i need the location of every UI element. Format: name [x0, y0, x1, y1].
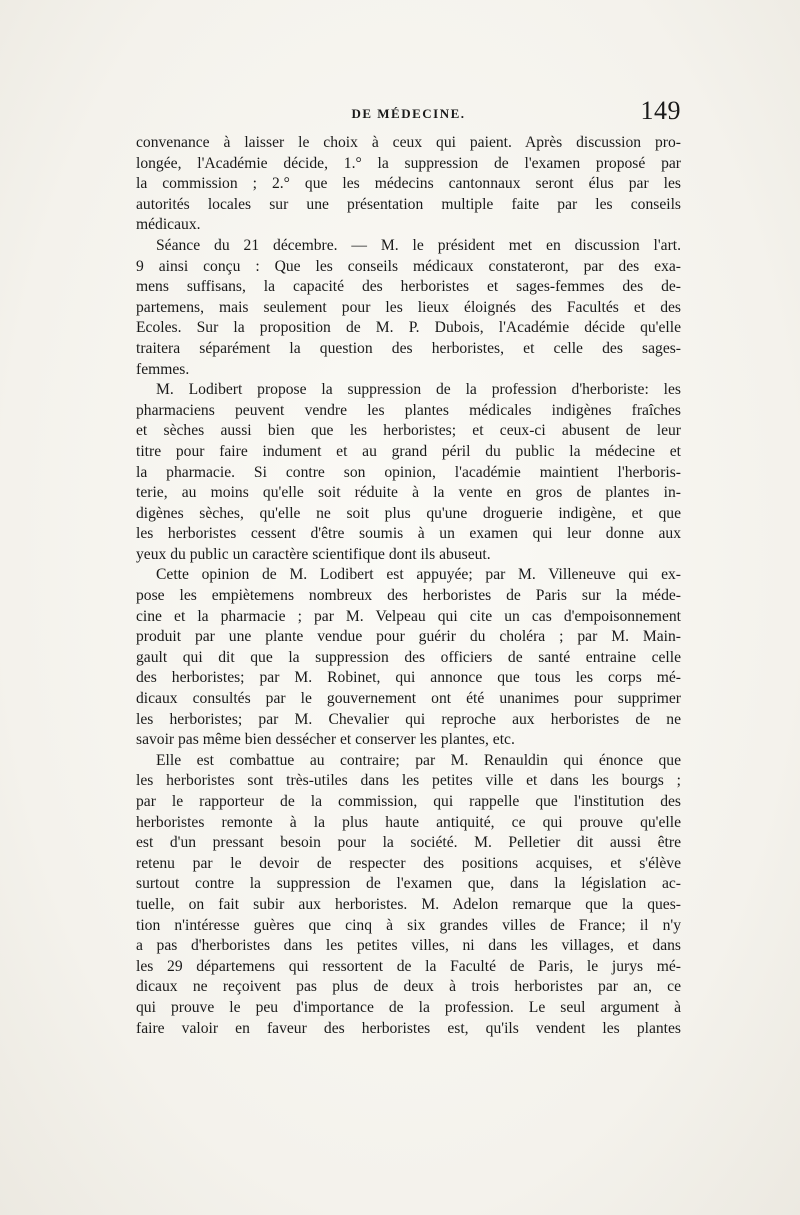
text-line: digènes sèches, qu'elle ne soit plus qu'une droguerie indigène, et que	[136, 504, 681, 522]
text-line: les herboristes; par M. Chevalier qui reproche aux herboristes de ne	[136, 710, 681, 728]
text-line: femmes.	[136, 360, 190, 378]
text-line: autorités locales sur une présentation multiple faite par les conseils	[136, 195, 681, 213]
text-line: herboristes remonte à la plus haute antiquité, ce qui prouve qu'elle	[136, 813, 681, 831]
page-number: 149	[640, 96, 681, 125]
body-text	[136, 133, 681, 1039]
text-line: terie, au moins qu'elle soit réduite à la vente en gros de plantes in-	[136, 484, 681, 502]
text-line: savoir pas même bien dessécher et conserver les plantes, etc.	[136, 731, 515, 749]
text-line: longée, l'Académie décide, 1.° la suppression de l'examen proposé par	[136, 154, 681, 172]
text-line: Cette opinion de M. Lodibert est appuyée; par M. Villeneuve qui ex-	[156, 566, 681, 584]
text-line: et sèches aussi bien que les herboristes; et ceux-ci abusent de leur	[136, 422, 681, 440]
text-line: les 29 départemens qui ressortent de la Faculté de Paris, le jurys mé-	[136, 957, 681, 975]
text-line: a pas d'herboristes dans les petites villes, ni dans les villages, et dans	[136, 937, 681, 955]
text-line: convenance à laisser le choix à ceux qui paient. Après discussion pro-	[136, 134, 681, 151]
text-line: les herboristes cessent d'être soumis à un examen qui leur donne aux	[136, 525, 681, 543]
text-line: dicaux ne reçoivent pas plus de deux à trois herboristes par an, ce	[136, 978, 681, 996]
text-line: yeux du public un caractère scientifique dont ils abuseut.	[136, 545, 491, 563]
text-line: par le rapporteur de la commission, qui rappelle que l'institution des	[136, 793, 681, 810]
text-line: pose les empiètemens nombreux des herboristes de Paris sur la méde-	[136, 587, 681, 605]
text-line: la commission ; 2.° que les médecins cantonnaux seront élus par les	[136, 175, 681, 193]
running-head	[136, 96, 681, 130]
text-line: Elle est combattue au contraire; par M. Renauldin qui énonce que	[156, 751, 681, 769]
text-line: partemens, mais seulement pour les lieux éloignés des Facultés et des	[136, 298, 681, 316]
text-line: gault qui dit que la suppression des officiers de santé entraine celle	[136, 648, 681, 666]
text-line: tion n'intéresse guères que cinq à six grandes villes de France; il n'y	[136, 916, 681, 934]
text-line: titre pour faire indument et au grand péril du public la médecine et	[136, 442, 681, 460]
text-line: qui prouve le peu d'importance de la profession. Le seul argument à	[136, 998, 681, 1016]
text-line: Séance du 21 décembre. — M. le président met en discussion l'art.	[156, 236, 681, 254]
text-line: faire valoir en faveur des herboristes est, qu'ils vendent les plantes	[136, 1019, 681, 1037]
text-line: dicaux consultés par le gouvernement ont été unanimes pour supprimer	[136, 690, 681, 708]
text-line: est d'un pressant besoin pour la société. M. Pelletier dit aussi être	[136, 834, 681, 852]
text-line: les herboristes sont très-utiles dans les petites ville et dans les bourgs ;	[136, 772, 681, 790]
text-line: médicaux.	[136, 216, 201, 234]
text-line: 9 ainsi conçu : Que les conseils médicaux constateront, par des exa-	[136, 257, 681, 275]
text-line: tuelle, on fait subir aux herboristes. M. Adelon remarque que la ques-	[136, 895, 681, 913]
text-line: surtout contre la suppression de l'examen que, dans la législation ac-	[136, 875, 681, 893]
running-head-title: DE MÉDECINE.	[351, 106, 466, 121]
text-line: Ecoles. Sur la proposition de M. P. Dubois, l'Académie décide qu'elle	[136, 319, 681, 337]
text-line: la pharmacie. Si contre son opinion, l'académie maintient l'herboris-	[136, 463, 681, 481]
text-line: cine et la pharmacie ; par M. Velpeau qui cite un cas d'empoisonnement	[136, 607, 681, 625]
text-line: des herboristes; par M. Robinet, qui annonce que tous les corps mé-	[136, 669, 681, 687]
text-line: mens suffisans, la capacité des herboristes et sages-femmes des de-	[136, 278, 681, 296]
text-line: retenu par le devoir de respecter des positions acquises, et s'élève	[136, 854, 681, 872]
text-line: M. Lodibert propose la suppression de la profession d'herboriste: les	[156, 381, 681, 399]
text-line: traitera séparément la question des herboristes, et celle des sages-	[136, 339, 681, 357]
text-line: produit par une plante vendue pour guérir du choléra ; par M. Main-	[136, 628, 681, 646]
text-line: pharmaciens peuvent vendre les plantes médicales indigènes fraîches	[136, 401, 681, 419]
